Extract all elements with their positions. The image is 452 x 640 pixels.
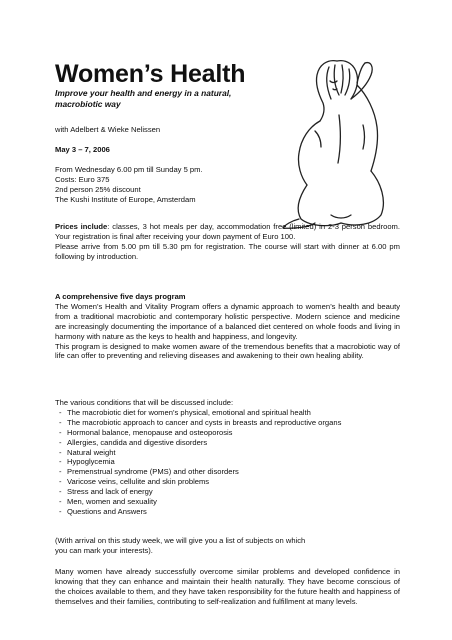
list-item: - Varicose veins, cellulite and skin problems (59, 477, 210, 487)
list-item: - Questions and Answers (59, 506, 147, 516)
list-item: - Hormonal balance, menopause and osteoporosis (59, 427, 233, 437)
list-item: - The macrobiotic approach to cancer and cysts in breasts and reproductive organs (59, 417, 342, 427)
conditions-intro: The various conditions that will be discussed include: (55, 398, 234, 407)
program-paragraph-1: The Women’s Health and Vitality Program offers a dynamic approach to women’s health and beauty from a traditional macrobiotic and contemporary holistic perspective. Modern science and medicine are increasingly documenting the importance of a balanced diet centered on whole foods and living in harmony with nature as the keys to health and happiness, and longevity. (55, 301, 400, 341)
list-item: - The macrobiotic diet for women’s physical, emotional and spiritual health (59, 407, 311, 417)
prices-text: : classes, 3 hot meals per day, accommodation free (limited) in 2-3 person bedroom. Your registration is final after receiving your down payment of Euro 100. (55, 222, 400, 241)
cost-line: Costs: Euro 375 (55, 174, 110, 184)
program-paragraph-2: This program is designed to make women aware of the tremendous benefits that a macrobiotic way of life can offer to preventing and relieving diseases and awakening to their own healing ability. (55, 341, 400, 361)
conditions-list (55, 408, 400, 517)
arrival-note: (With arrival on this study week, we will give you a list of subjects on which you can mark your interests). (55, 536, 306, 555)
schedule-line: From Wednesday 6.00 pm till Sunday 5 pm. (55, 165, 203, 174)
page-title: Women’s Health (55, 60, 246, 88)
list-item: - Hypoglycemia (59, 457, 115, 467)
list-item: - Men, women and sexuality (59, 497, 157, 507)
presenters: with Adelbert & Wieke Nelissen (55, 125, 161, 134)
venue-line: The Kushi Institute of Europe, Amsterdam (55, 194, 196, 204)
event-details (55, 165, 400, 205)
discount-line: 2nd person 25% discount (55, 184, 141, 194)
program-heading: A comprehensive five days program (55, 292, 186, 301)
arrival-paragraph: Please arrive from 5.00 pm till 5.30 pm for registration. The course will start with dinner at 6.00 pm following by introduction. (55, 241, 400, 261)
prices-label: Prices include (55, 222, 108, 231)
list-item: - Premenstrual syndrome (PMS) and other disorders (59, 467, 239, 477)
list-item: - Stress and lack of energy (59, 487, 153, 497)
event-dates: May 3 – 7, 2006 (55, 145, 110, 154)
prices-section (55, 222, 400, 262)
list-item: - Allergies, candida and digestive disorders (59, 437, 208, 447)
subtitle: Improve your health and energy in a natural, macrobiotic way (55, 88, 232, 109)
list-item: - Natural weight (59, 447, 116, 457)
program-section (55, 292, 400, 361)
conditions-section (55, 398, 400, 517)
closing-paragraph: Many women have already successfully overcome similar problems and developed confidence in knowing that they can enhance and maintain their health naturally. They have become conscious of the choices available to them, and they have taken responsibility for the future health and happiness of themselves and their families, contributing to self-realization and fulfillment at many levels. (55, 567, 400, 606)
prices-paragraph (55, 222, 400, 242)
